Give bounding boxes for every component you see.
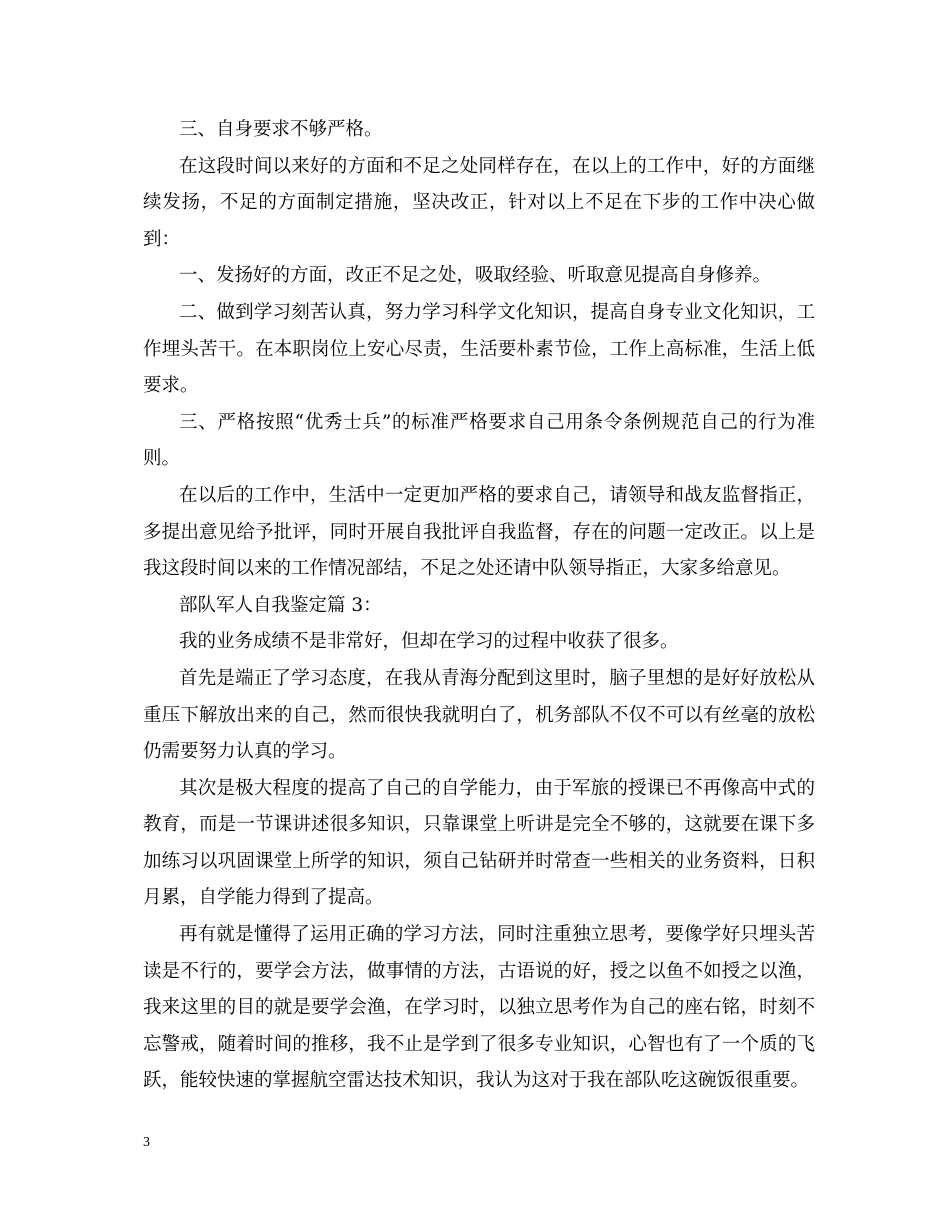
paragraph: 在以后的工作中，生活中一定更加严格的要求自己，请领导和战友监督指正，多提出意见给予批评，同时开展自我批评自我监督，存在的问题一定改正。以上是我这段时间以来的工作情况部结，不足之处还请中队领导指正，大家多给意见。 — [143, 484, 815, 580]
paragraph: 三、严格按照“优秀士兵”的标准严格要求自己用条令条例规范自己的行为准则。 — [143, 411, 815, 470]
paragraph: 其次是极大程度的提高了自己的自学能力，由于军旅的授课已不再像高中式的教育，而是一节课讲述很多知识，只靠课堂上听讲是完全不够的，这就要在课下多加练习以巩固课堂上所学的知识，须自己钻研并时常查一些相关的业务资料，日积月累，自学能力得到了提高。 — [143, 777, 815, 909]
document-body — [143, 112, 815, 1100]
paragraph: 在这段时间以来好的方面和不足之处同样存在，在以上的工作中，好的方面继续发扬，不足的方面制定措施，坚决改正，针对以上不足在下步的工作中决心做到： — [143, 155, 815, 250]
paragraph: 二、做到学习刻苦认真，努力学习科学文化知识，提高自身专业文化知识，工作埋头苦干。在本职岗位上安心尽责，生活要朴素节俭，工作上高标准，生活上低要求。 — [143, 301, 815, 397]
paragraph: 三、自身要求不够严格。 — [179, 119, 383, 140]
paragraph: 再有就是懂得了运用正确的学习方法，同时注重独立思考，要像学好只埋头苦读是不行的，要学会方法，做事情的方法，古语说的好，授之以鱼不如授之以渔，我来这里的目的就是要学会渔，在学习时，以独立思考作为自己的座右铭，时刻不忘警戒，随着时间的推移，我不止是学到了很多专业知识，心智也有了一个质的飞跃，能较快速的掌握航空雷达技术知识，我认为这对于我在部队吃这碗饭很重要。 — [143, 924, 815, 1092]
paragraph: 一、发扬好的方面，改正不足之处，吸取经验、听取意见提高自身修养。 — [179, 265, 772, 287]
paragraph: 我的业务成绩不是非常好，但却在学习的过程中收获了很多。 — [179, 631, 679, 653]
page-number: 3 — [143, 1135, 150, 1150]
paragraph: 首先是端正了学习态度，在我从青海分配到这里时，脑子里想的是好好放松从重压下解放出来的自己，然而很快我就明白了，机务部队不仅不可以有丝毫的放松仍需要努力认真的学习。 — [143, 667, 815, 763]
section-heading: 部队军人自我鉴定篇 3： — [179, 594, 382, 616]
